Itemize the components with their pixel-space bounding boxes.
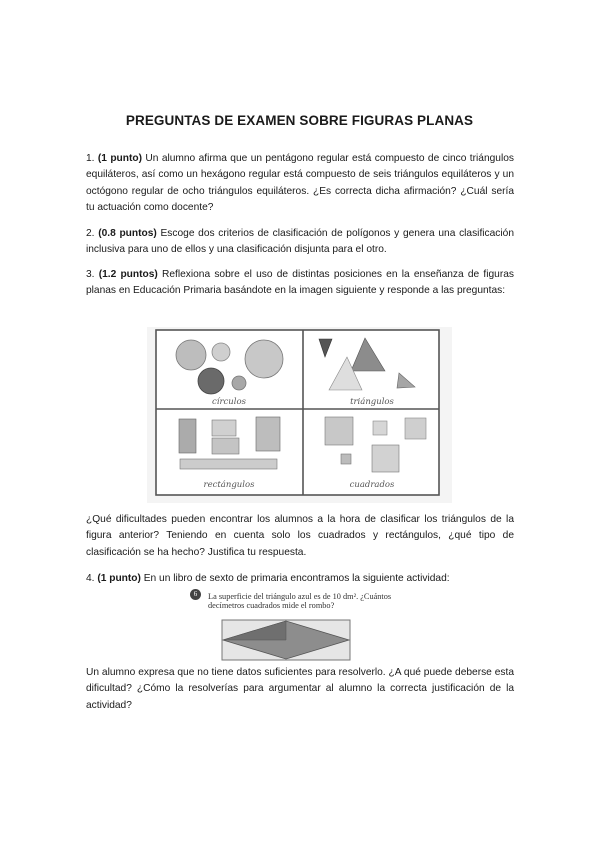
activity-line-2: decímetros cuadrados mide el rombo? xyxy=(208,601,335,610)
squares-label: cuadrados xyxy=(349,480,395,490)
question-number: 2. xyxy=(86,228,95,239)
question-text: Reflexiona sobre el uso de distintas posiciones en la enseñanza de figuras planas en Educación Primaria basándote en la imagen siguiente y responde a las preguntas: xyxy=(86,269,514,297)
question-text: Un alumno afirma que un pentágono regular está compuesto de cinco triángulos equiláteros, así como un hexágono regular está compuesto de seis triángulos equiláteros y un octógono regular de ocho triángulos equiláteros. ¿Es correcta dicha afirmación? ¿Cuál sería tu actuación como docente? xyxy=(86,153,514,213)
question-points: (1 punto) xyxy=(97,573,141,584)
question-points: (1 punto) xyxy=(97,153,143,164)
page-title: PREGUNTAS DE EXAMEN SOBRE FIGURAS PLANAS xyxy=(125,113,474,128)
plane-figures-classification-image xyxy=(147,327,452,503)
question-3-followup: ¿Qué dificultades pueden encontrar los alumnos a la hora de clasificar los triángulos de la figura anterior? Teniendo en cuenta solo los cuadrados y rectángulos, ¿qué tipo de clasificación se ha hecho? Justifica tu respuesta. xyxy=(86,514,514,558)
question-2 xyxy=(86,226,514,259)
question-number: 4. xyxy=(86,573,95,584)
question-points: (1.2 puntos) xyxy=(98,269,158,280)
question-text: Escoge dos criterios de clasificación de polígonos y genera una clasificación inclusiva para uno de ellos y una clasificación disjunta para el otro. xyxy=(86,228,514,256)
question-number: 1. xyxy=(86,153,95,164)
triangles-label: triángulos xyxy=(350,397,394,407)
question-1 xyxy=(86,151,514,216)
question-4 xyxy=(86,571,514,587)
question-number: 3. xyxy=(86,269,95,280)
question-points: (0.8 puntos) xyxy=(98,228,157,239)
question-3 xyxy=(86,267,514,300)
question-4-followup: Un alumno expresa que no tiene datos suficientes para resolverlo. ¿A qué puede deberse esta dificultad? ¿Cómo la resolverías para argumentar al alumno la correcta justificación de la actividad? xyxy=(86,667,514,711)
question-text: En un libro de sexto de primaria encontramos la siguiente actividad: xyxy=(143,573,450,584)
activity-line-1: La superficie del triángulo azul es de 10 dm². ¿Cuántos xyxy=(208,592,392,601)
activity-number-icon: 6 xyxy=(190,589,201,600)
circles-label: círculos xyxy=(212,397,246,407)
rhombus-triangle-figure xyxy=(221,619,351,661)
rectangles-label: rectángulos xyxy=(203,480,255,490)
activity-text xyxy=(208,592,391,610)
